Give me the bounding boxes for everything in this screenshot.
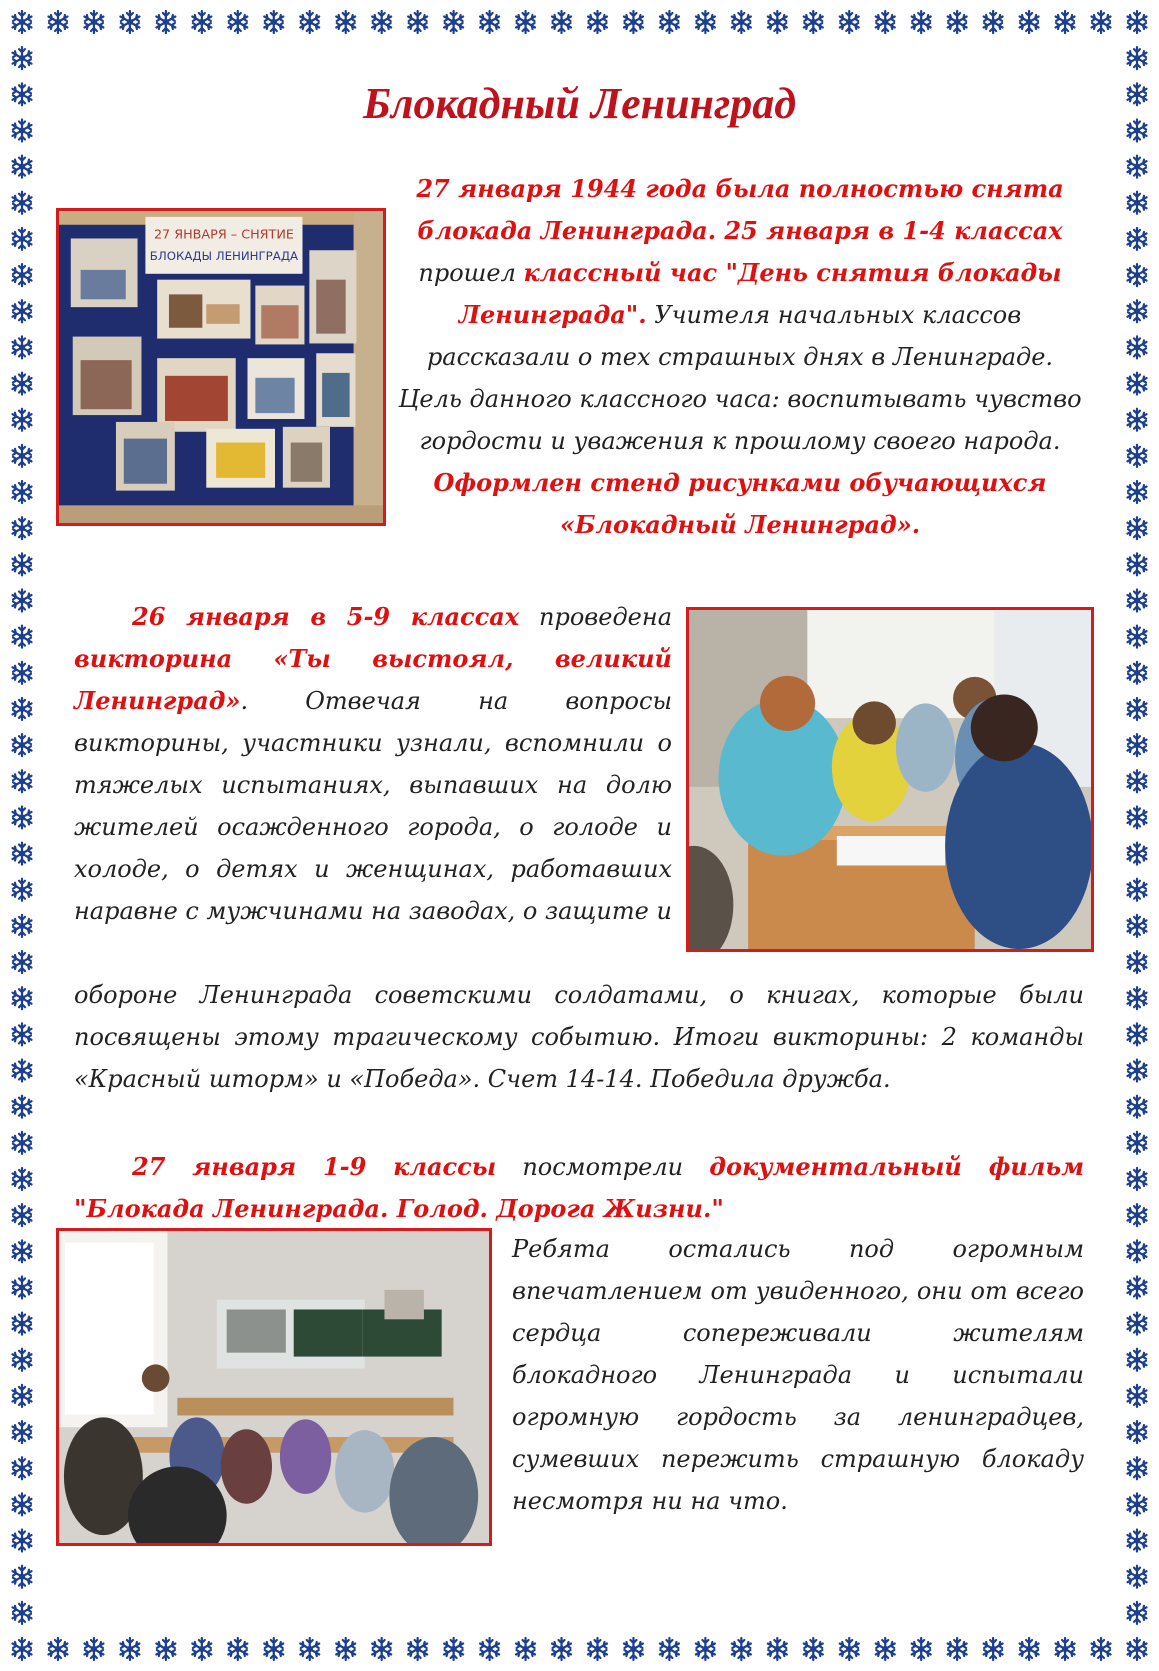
snowflake-icon xyxy=(1128,662,1147,684)
snowflake-icon xyxy=(1128,1132,1147,1154)
snowflake-icon xyxy=(48,1638,67,1660)
snowflake-icon xyxy=(1128,1313,1147,1335)
snowflake-icon xyxy=(696,11,715,33)
snowflake-icon xyxy=(13,1457,32,1479)
snowflake-icon xyxy=(840,11,859,33)
snowflake-icon xyxy=(1128,1493,1147,1515)
section-2-text xyxy=(74,596,672,932)
snowflake-icon xyxy=(13,1313,32,1335)
snowflake-icon xyxy=(588,11,607,33)
snowflake-icon xyxy=(948,1638,967,1660)
section-1-highlight-1: 27 января 1944 года была полностью снята блокада Ленинграда. 25 января в 1-4 классах xyxy=(416,174,1064,245)
drawings-stand-photo xyxy=(56,208,386,526)
snowflake-icon xyxy=(912,11,931,33)
snowflake-icon xyxy=(984,1638,1003,1660)
snowflake-icon xyxy=(1128,336,1147,358)
section-1-highlight-3: Оформлен стенд рисунками обучающихся «Блокадный Ленинград». xyxy=(433,468,1047,539)
snowflake-icon xyxy=(1128,1638,1147,1660)
snowflake-icon xyxy=(1128,1060,1147,1082)
snowflake-icon xyxy=(13,409,32,431)
snowflake-icon xyxy=(1020,11,1039,33)
snowflake-icon xyxy=(13,1602,32,1624)
snowflake-icon xyxy=(660,1638,679,1660)
snowflake-icon xyxy=(1128,987,1147,1009)
section-2-highlight-2: викторина «Ты выстоял, великий Ленинград» xyxy=(74,644,672,715)
snowflake-icon xyxy=(13,626,32,648)
snowflake-icon xyxy=(1128,589,1147,611)
snowflake-icon xyxy=(1128,1530,1147,1552)
snowflake-icon xyxy=(13,1023,32,1045)
snowflake-icon xyxy=(624,1638,643,1660)
snowflake-icon xyxy=(1128,47,1147,69)
section-3-plain-1: посмотрели xyxy=(496,1153,710,1181)
snowflake-icon xyxy=(13,1421,32,1443)
snowflake-icon xyxy=(13,1132,32,1154)
snowflake-icon xyxy=(13,156,32,178)
section-1-plain-2: Учителя начальных классов рассказали о тех страшных днях в Ленинграде. Цель данного классного часа: воспитывать чувство гордости и уважения к прошлому своего народа. xyxy=(398,301,1082,455)
snowflake-icon xyxy=(13,336,32,358)
snowflake-icon xyxy=(336,1638,355,1660)
snowflake-icon xyxy=(13,300,32,322)
snowflake-icon xyxy=(1128,1457,1147,1479)
snowflake-icon xyxy=(1128,1168,1147,1190)
poster-line-1: 27 ЯНВАРЯ – СНЯТИЕ xyxy=(153,227,294,243)
snowflake-icon xyxy=(1128,11,1147,33)
snowflake-icon xyxy=(516,1638,535,1660)
snowflake-icon xyxy=(1128,373,1147,395)
snowflake-icon xyxy=(768,11,787,33)
snowflake-icon xyxy=(1128,626,1147,648)
section-1-plain-1: прошел xyxy=(418,259,524,287)
snowflake-icon xyxy=(696,1638,715,1660)
classroom-film-photo xyxy=(56,1228,492,1546)
snowflake-icon xyxy=(1128,1421,1147,1443)
snowflake-icon xyxy=(13,1493,32,1515)
snowflake-icon xyxy=(876,11,895,33)
snowflake-icon xyxy=(13,264,32,286)
section-1-text xyxy=(396,168,1084,546)
snowflake-icon xyxy=(1056,1638,1075,1660)
snowflake-icon xyxy=(1128,192,1147,214)
snowflake-icon xyxy=(624,11,643,33)
snowflake-icon xyxy=(13,192,32,214)
snowflake-icon xyxy=(13,1168,32,1190)
snowflake-icon xyxy=(13,987,32,1009)
section-1-highlight-2: классный час "День снятия блокады Ленинграда". xyxy=(458,258,1062,329)
snowflake-icon xyxy=(336,11,355,33)
snowflake-icon xyxy=(768,1638,787,1660)
snowflake-icon xyxy=(13,1638,32,1660)
snowflake-icon xyxy=(552,11,571,33)
snowflake-icon xyxy=(444,11,463,33)
section-3-highlight-2: документальный фильм "Блокада Ленинграда. Голод. Дорога Жизни." xyxy=(74,1152,1085,1223)
snowflake-icon xyxy=(1128,409,1147,431)
snowflake-icon xyxy=(1128,915,1147,937)
snowflake-icon xyxy=(1128,264,1147,286)
snowflake-icon xyxy=(372,11,391,33)
section-2-plain-1: проведена xyxy=(519,603,672,631)
section-2-continuation: обороне Ленинграда советскими солдатами, о книгах, которые были посвящены этому трагическому событию. Итоги викторины: 2 команды «Красный шторм» и «Победа». Счет 14-14. Победила дружба. xyxy=(74,981,1084,1093)
snowflake-icon xyxy=(13,481,32,503)
snowflake-icon xyxy=(300,1638,319,1660)
snowflake-icon xyxy=(84,1638,103,1660)
snowflake-icon xyxy=(1056,11,1075,33)
snowflake-icon xyxy=(1128,517,1147,539)
snowflake-icon xyxy=(13,1385,32,1407)
section-3-text: Ребята остались под огромным впечатлением от увиденного, они от всего сердца сопереживали жителям блокадного Ленинграда и испытали огромную гордость за ленинградцев, сумевших пережить страшную блокаду несмотря ни на что. xyxy=(512,1235,1084,1515)
snowflake-icon xyxy=(120,1638,139,1660)
section-3-highlight-1: 27 января 1-9 классы xyxy=(132,1152,497,1181)
snowflake-icon xyxy=(13,1240,32,1262)
snowflake-icon xyxy=(13,445,32,467)
snowflake-icon xyxy=(13,662,32,684)
snowflake-icon xyxy=(948,11,967,33)
snowflake-icon xyxy=(13,11,32,33)
snowflake-icon xyxy=(1128,445,1147,467)
snowflake-icon xyxy=(1128,1096,1147,1118)
snowflake-icon xyxy=(13,1060,32,1082)
snowflake-icon xyxy=(192,11,211,33)
snowflake-icon xyxy=(300,11,319,33)
snowflake-icon xyxy=(552,1638,571,1660)
snowflake-icon xyxy=(84,11,103,33)
snowflake-icon xyxy=(120,11,139,33)
snowflake-icon xyxy=(13,951,32,973)
snowflake-icon xyxy=(1128,228,1147,250)
snowflake-icon xyxy=(13,373,32,395)
snowflake-icon xyxy=(1128,1349,1147,1371)
snowflake-icon xyxy=(444,1638,463,1660)
snowflake-icon xyxy=(1128,1385,1147,1407)
snowflake-icon xyxy=(13,1566,32,1588)
snowflake-icon xyxy=(1092,1638,1111,1660)
snowflake-icon xyxy=(13,517,32,539)
snowflake-icon xyxy=(1128,734,1147,756)
snowflake-icon xyxy=(13,553,32,575)
snowflake-icon xyxy=(1128,879,1147,901)
snowflake-icon xyxy=(156,11,175,33)
snowflake-icon xyxy=(1128,770,1147,792)
snowflake-icon xyxy=(264,11,283,33)
snowflake-icon xyxy=(13,1276,32,1298)
snowflake-icon xyxy=(660,11,679,33)
snowflake-icon xyxy=(1128,1602,1147,1624)
snowflake-icon xyxy=(13,228,32,250)
snowflake-icon xyxy=(13,770,32,792)
snowflake-icon xyxy=(13,915,32,937)
snowflake-icon xyxy=(1020,1638,1039,1660)
snowflake-icon xyxy=(588,1638,607,1660)
snowflake-icon xyxy=(192,1638,211,1660)
snowflake-icon xyxy=(912,1638,931,1660)
snowflake-icon xyxy=(480,1638,499,1660)
snowflake-icon xyxy=(516,11,535,33)
snowflake-icon xyxy=(732,11,751,33)
snowflake-icon xyxy=(228,11,247,33)
snowflake-icon xyxy=(804,1638,823,1660)
snowflake-icon xyxy=(732,1638,751,1660)
snowflake-icon xyxy=(48,11,67,33)
snowflake-icon xyxy=(1128,156,1147,178)
snowflake-icon xyxy=(372,1638,391,1660)
snowflake-icon xyxy=(840,1638,859,1660)
snowflake-icon xyxy=(13,1349,32,1371)
snowflake-icon xyxy=(13,1530,32,1552)
snowflake-icon xyxy=(156,1638,175,1660)
section-3-intro xyxy=(74,1146,1084,1230)
snowflake-icon xyxy=(876,1638,895,1660)
snowflake-icon xyxy=(13,698,32,720)
section-2-highlight-1: 26 января в 5-9 классах xyxy=(132,602,520,631)
snowflake-icon xyxy=(264,1638,283,1660)
snowflake-icon xyxy=(1092,11,1111,33)
snowflake-icon xyxy=(1128,1204,1147,1226)
snowflake-icon xyxy=(1128,1023,1147,1045)
snowflake-icon xyxy=(1128,1240,1147,1262)
snowflake-icon xyxy=(13,1096,32,1118)
snowflake-icon xyxy=(1128,806,1147,828)
snowflake-icon xyxy=(13,806,32,828)
snowflake-icon xyxy=(1128,951,1147,973)
snowflake-icon xyxy=(13,589,32,611)
snowflake-icon xyxy=(13,1204,32,1226)
page-title: Блокадный Ленинград xyxy=(362,79,797,128)
snowflake-icon xyxy=(13,843,32,865)
snowflake-icon xyxy=(13,879,32,901)
snowflake-icon xyxy=(804,11,823,33)
snowflake-icon xyxy=(13,47,32,69)
poster-line-2: БЛОКАДЫ ЛЕНИНГРАДА xyxy=(149,249,299,264)
snowflake-icon xyxy=(13,734,32,756)
snowflake-icon xyxy=(228,1638,247,1660)
snowflake-icon xyxy=(1128,553,1147,575)
snowflake-icon xyxy=(480,11,499,33)
snowflake-icon xyxy=(1128,1566,1147,1588)
snowflake-icon xyxy=(408,11,427,33)
snowflake-icon xyxy=(1128,300,1147,322)
snowflake-icon xyxy=(984,11,1003,33)
snowflake-icon xyxy=(1128,698,1147,720)
snowflake-icon xyxy=(1128,1276,1147,1298)
quiz-photo xyxy=(686,607,1094,952)
snowflake-icon xyxy=(1128,843,1147,865)
snowflake-icon xyxy=(408,1638,427,1660)
snowflake-icon xyxy=(1128,481,1147,503)
section-2-plain-2: . Отвечая на вопросы викторины, участники узнали, вспомнили о тяжелых испытаниях, выпавших на долю жителей осажденного города, о голоде и холоде, о детях и женщинах, работавших наравне с мужчинами на заводах, о защите и xyxy=(74,687,672,925)
